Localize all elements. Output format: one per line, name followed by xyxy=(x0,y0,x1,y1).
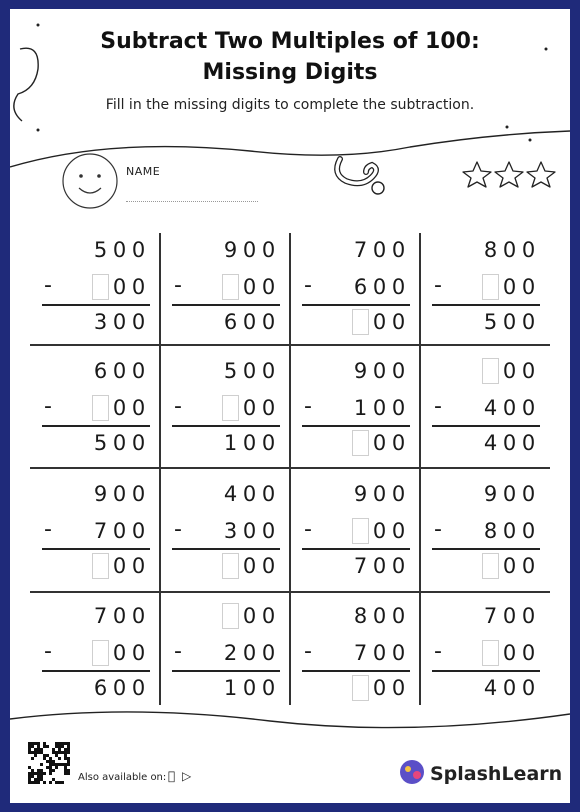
digit: 4 xyxy=(483,431,498,455)
sub-number xyxy=(481,272,538,302)
sub-number xyxy=(351,516,408,546)
digit: 0 xyxy=(372,676,387,700)
missing-digit-box[interactable] xyxy=(352,675,369,701)
missing-digit-box[interactable] xyxy=(222,603,239,629)
digit: 5 xyxy=(93,431,108,455)
play-store-icon[interactable]: ▷ xyxy=(171,769,181,783)
ans-number xyxy=(481,428,538,458)
digit: 7 xyxy=(483,604,498,628)
ans-number xyxy=(221,673,278,703)
digit: 0 xyxy=(112,482,127,506)
problem-cell xyxy=(160,227,290,348)
minus-sign: - xyxy=(304,394,312,419)
digit: 0 xyxy=(372,554,387,578)
digit: 0 xyxy=(391,359,406,383)
answer-line xyxy=(432,425,540,427)
digit: 0 xyxy=(131,482,146,506)
digit: 0 xyxy=(521,396,536,420)
digit: 0 xyxy=(521,238,536,262)
digit: 0 xyxy=(261,431,276,455)
digit: 0 xyxy=(521,604,536,628)
digit: 0 xyxy=(391,676,406,700)
digit: 7 xyxy=(93,519,108,543)
digit: 0 xyxy=(261,359,276,383)
sub-number xyxy=(351,638,408,668)
sub-number xyxy=(481,638,538,668)
digit: 0 xyxy=(502,519,517,543)
missing-digit-box[interactable] xyxy=(482,274,499,300)
digit: 0 xyxy=(261,396,276,420)
digit: 0 xyxy=(112,359,127,383)
digit: 0 xyxy=(502,554,517,578)
digit: 0 xyxy=(242,431,257,455)
ans-number xyxy=(351,551,408,581)
answer-line xyxy=(302,548,410,550)
top-number xyxy=(481,356,538,386)
digit: 0 xyxy=(372,431,387,455)
digit: 5 xyxy=(223,359,238,383)
worksheet-title-line-1: Subtract Two Multiples of 100: xyxy=(100,29,480,54)
missing-digit-box[interactable] xyxy=(482,640,499,666)
digit: 0 xyxy=(521,554,536,578)
digit: 0 xyxy=(242,676,257,700)
answer-line xyxy=(302,425,410,427)
digit: 0 xyxy=(242,396,257,420)
missing-digit-box[interactable] xyxy=(92,274,109,300)
top-number xyxy=(91,235,148,265)
problem-cell xyxy=(290,471,420,592)
digit: 0 xyxy=(372,310,387,334)
instructions: Fill in the missing digits to complete the subtraction. xyxy=(105,97,475,113)
digit: 0 xyxy=(131,554,146,578)
sub-number xyxy=(91,638,148,668)
digit: 0 xyxy=(112,676,127,700)
digit: 0 xyxy=(391,482,406,506)
missing-digit-box[interactable] xyxy=(92,553,109,579)
top-number xyxy=(481,601,538,631)
digit: 0 xyxy=(372,519,387,543)
answer-line xyxy=(42,548,150,550)
digit: 9 xyxy=(223,238,238,262)
sub-number xyxy=(351,272,408,302)
digit: 0 xyxy=(261,676,276,700)
digit: 0 xyxy=(112,554,127,578)
ans-number xyxy=(221,307,278,337)
digit: 9 xyxy=(353,359,368,383)
digit: 8 xyxy=(353,604,368,628)
sparkle-dot xyxy=(529,139,532,142)
name-label: NAME xyxy=(126,165,161,178)
sub-number xyxy=(351,393,408,423)
missing-digit-box[interactable] xyxy=(482,358,499,384)
digit: 0 xyxy=(502,641,517,665)
top-number xyxy=(351,479,408,509)
problem-cell xyxy=(290,593,420,714)
digit: 0 xyxy=(112,275,127,299)
digit: 0 xyxy=(242,641,257,665)
answer-line xyxy=(432,548,540,550)
digit: 0 xyxy=(521,359,536,383)
problem-cell xyxy=(30,471,160,592)
minus-sign: - xyxy=(174,639,182,664)
ans-number xyxy=(351,673,408,703)
digit: 0 xyxy=(242,604,257,628)
digit: 0 xyxy=(242,359,257,383)
digit: 0 xyxy=(131,275,146,299)
missing-digit-box[interactable] xyxy=(222,553,239,579)
answer-line xyxy=(172,670,280,672)
digit: 0 xyxy=(372,359,387,383)
digit: 0 xyxy=(521,275,536,299)
circle-decoration xyxy=(372,182,384,194)
digit: 0 xyxy=(502,482,517,506)
minus-sign: - xyxy=(434,517,442,542)
sub-number xyxy=(481,516,538,546)
digit: 0 xyxy=(391,641,406,665)
ans-number xyxy=(481,673,538,703)
digit: 1 xyxy=(223,431,238,455)
top-number xyxy=(91,356,148,386)
digit: 0 xyxy=(502,275,517,299)
digit: 9 xyxy=(483,482,498,506)
problem-cell xyxy=(420,471,550,592)
digit: 0 xyxy=(502,238,517,262)
digit: 0 xyxy=(521,676,536,700)
digit: 3 xyxy=(93,310,108,334)
star-icon xyxy=(527,162,555,187)
minus-sign: - xyxy=(304,517,312,542)
star-icon xyxy=(495,162,523,187)
digit: 0 xyxy=(502,431,517,455)
sub-number xyxy=(221,393,278,423)
missing-digit-box[interactable] xyxy=(92,640,109,666)
digit: 6 xyxy=(93,359,108,383)
missing-digit-box[interactable] xyxy=(352,430,369,456)
digit: 0 xyxy=(112,519,127,543)
digit: 0 xyxy=(261,604,276,628)
digit: 1 xyxy=(353,396,368,420)
worksheet xyxy=(10,9,570,803)
digit: 0 xyxy=(502,604,517,628)
digit: 0 xyxy=(131,431,146,455)
digit: 0 xyxy=(521,482,536,506)
digit: 0 xyxy=(261,275,276,299)
problem-cell xyxy=(30,227,160,348)
top-number xyxy=(351,356,408,386)
digit: 0 xyxy=(112,310,127,334)
minus-sign: - xyxy=(434,273,442,298)
digit: 7 xyxy=(353,554,368,578)
digit: 0 xyxy=(372,482,387,506)
top-number xyxy=(221,356,278,386)
digit: 0 xyxy=(261,310,276,334)
digit: 0 xyxy=(242,310,257,334)
digit: 0 xyxy=(131,238,146,262)
digit: 0 xyxy=(112,431,127,455)
sub-number xyxy=(221,272,278,302)
minus-sign: - xyxy=(304,639,312,664)
sparkle-dot xyxy=(506,126,509,129)
minus-sign: - xyxy=(174,517,182,542)
minus-sign: - xyxy=(174,273,182,298)
star-icon xyxy=(463,162,491,187)
digit: 0 xyxy=(521,431,536,455)
digit: 0 xyxy=(502,676,517,700)
digit: 0 xyxy=(261,519,276,543)
problem-cell xyxy=(160,471,290,592)
sub-number xyxy=(91,393,148,423)
missing-digit-box[interactable] xyxy=(482,553,499,579)
ans-number xyxy=(91,307,148,337)
digit: 5 xyxy=(93,238,108,262)
answer-line xyxy=(172,548,280,550)
top-number xyxy=(351,235,408,265)
ans-number xyxy=(91,551,148,581)
ans-number xyxy=(351,307,408,337)
problem-cell xyxy=(420,348,550,469)
digit: 0 xyxy=(391,310,406,334)
missing-digit-box[interactable] xyxy=(222,395,239,421)
digit: 0 xyxy=(521,641,536,665)
digit: 0 xyxy=(242,519,257,543)
digit: 0 xyxy=(261,554,276,578)
digit: 7 xyxy=(353,238,368,262)
digit: 6 xyxy=(223,310,238,334)
digit: 0 xyxy=(391,519,406,543)
available-on-text: Also available on: xyxy=(78,772,167,783)
digit: 8 xyxy=(483,238,498,262)
ans-number xyxy=(481,551,538,581)
digit: 0 xyxy=(242,482,257,506)
name-field[interactable] xyxy=(126,201,258,202)
minus-sign: - xyxy=(174,394,182,419)
digit: 0 xyxy=(521,519,536,543)
digit: 0 xyxy=(372,238,387,262)
worksheet-title-line-2: Missing Digits xyxy=(202,60,378,85)
problem-cell xyxy=(290,227,420,348)
digit: 8 xyxy=(483,519,498,543)
store-icons xyxy=(168,769,191,783)
problem-cell xyxy=(30,348,160,469)
digit: 0 xyxy=(242,275,257,299)
digit: 0 xyxy=(242,238,257,262)
top-number xyxy=(221,601,278,631)
digit: 0 xyxy=(372,396,387,420)
digit: 0 xyxy=(131,641,146,665)
answer-line xyxy=(42,425,150,427)
answer-line xyxy=(432,304,540,306)
digit: 0 xyxy=(372,641,387,665)
ans-number xyxy=(351,428,408,458)
sub-number xyxy=(91,516,148,546)
minus-sign: - xyxy=(44,394,52,419)
smiley-face-icon xyxy=(63,154,117,208)
minus-sign: - xyxy=(44,639,52,664)
digit: 0 xyxy=(521,310,536,334)
digit: 0 xyxy=(261,641,276,665)
answer-line xyxy=(172,304,280,306)
missing-digit-box[interactable] xyxy=(92,395,109,421)
digit: 0 xyxy=(131,519,146,543)
digit: 7 xyxy=(353,641,368,665)
digit: 0 xyxy=(372,604,387,628)
top-number xyxy=(481,479,538,509)
answer-line xyxy=(302,304,410,306)
digit: 0 xyxy=(261,238,276,262)
ans-number xyxy=(221,551,278,581)
digit: 7 xyxy=(93,604,108,628)
problem-cell xyxy=(290,348,420,469)
digit: 0 xyxy=(391,396,406,420)
qr-code xyxy=(28,742,70,788)
digit: 6 xyxy=(353,275,368,299)
digit: 0 xyxy=(112,641,127,665)
top-number xyxy=(351,601,408,631)
digit: 4 xyxy=(483,676,498,700)
digit: 2 xyxy=(223,641,238,665)
sparkle-dot xyxy=(37,129,40,132)
ans-number xyxy=(481,307,538,337)
digit: 4 xyxy=(483,396,498,420)
digit: 0 xyxy=(112,604,127,628)
digit: 4 xyxy=(223,482,238,506)
digit: 0 xyxy=(372,275,387,299)
digit: 0 xyxy=(391,431,406,455)
problem-grid xyxy=(30,227,550,711)
missing-digit-box[interactable] xyxy=(352,309,369,335)
digit: 0 xyxy=(502,396,517,420)
sub-number xyxy=(221,638,278,668)
ans-number xyxy=(91,673,148,703)
digit: 0 xyxy=(131,396,146,420)
rating-stars xyxy=(463,162,555,187)
problem-cell xyxy=(420,593,550,714)
digit: 0 xyxy=(131,604,146,628)
digit: 5 xyxy=(483,310,498,334)
digit: 0 xyxy=(112,396,127,420)
minus-sign: - xyxy=(434,639,442,664)
digit: 0 xyxy=(112,238,127,262)
digit: 0 xyxy=(391,554,406,578)
sub-number xyxy=(481,393,538,423)
top-number xyxy=(221,479,278,509)
digit: 0 xyxy=(131,676,146,700)
answer-line xyxy=(432,670,540,672)
minus-sign: - xyxy=(44,273,52,298)
ans-number xyxy=(221,428,278,458)
problem-cell xyxy=(160,348,290,469)
ans-number xyxy=(91,428,148,458)
sub-number xyxy=(91,272,148,302)
digit: 0 xyxy=(391,275,406,299)
answer-line xyxy=(302,670,410,672)
digit: 0 xyxy=(131,359,146,383)
splashlearn-logo-icon xyxy=(398,758,426,786)
digit: 6 xyxy=(93,676,108,700)
minus-sign: - xyxy=(304,273,312,298)
digit: 0 xyxy=(242,554,257,578)
minus-sign: - xyxy=(44,517,52,542)
digit: 9 xyxy=(353,482,368,506)
digit: 0 xyxy=(391,238,406,262)
digit: 0 xyxy=(391,604,406,628)
digit: 9 xyxy=(93,482,108,506)
problem-cell xyxy=(30,593,160,714)
missing-digit-box[interactable] xyxy=(352,518,369,544)
brand-name: SplashLearn xyxy=(430,763,563,785)
top-number xyxy=(91,479,148,509)
digit: 3 xyxy=(223,519,238,543)
top-number xyxy=(221,235,278,265)
minus-sign: - xyxy=(434,394,442,419)
answer-line xyxy=(42,670,150,672)
digit: 0 xyxy=(502,359,517,383)
header-wave xyxy=(10,131,570,167)
footer-wave xyxy=(10,712,570,728)
digit: 0 xyxy=(502,310,517,334)
apple-icon[interactable] xyxy=(168,769,175,783)
digit: 0 xyxy=(131,310,146,334)
answer-line xyxy=(42,304,150,306)
sub-number xyxy=(221,516,278,546)
answer-line xyxy=(172,425,280,427)
digit: 1 xyxy=(223,676,238,700)
top-number xyxy=(91,601,148,631)
problem-cell xyxy=(160,593,290,714)
problem-cell xyxy=(420,227,550,348)
top-number xyxy=(481,235,538,265)
missing-digit-box[interactable] xyxy=(222,274,239,300)
digit: 0 xyxy=(261,482,276,506)
